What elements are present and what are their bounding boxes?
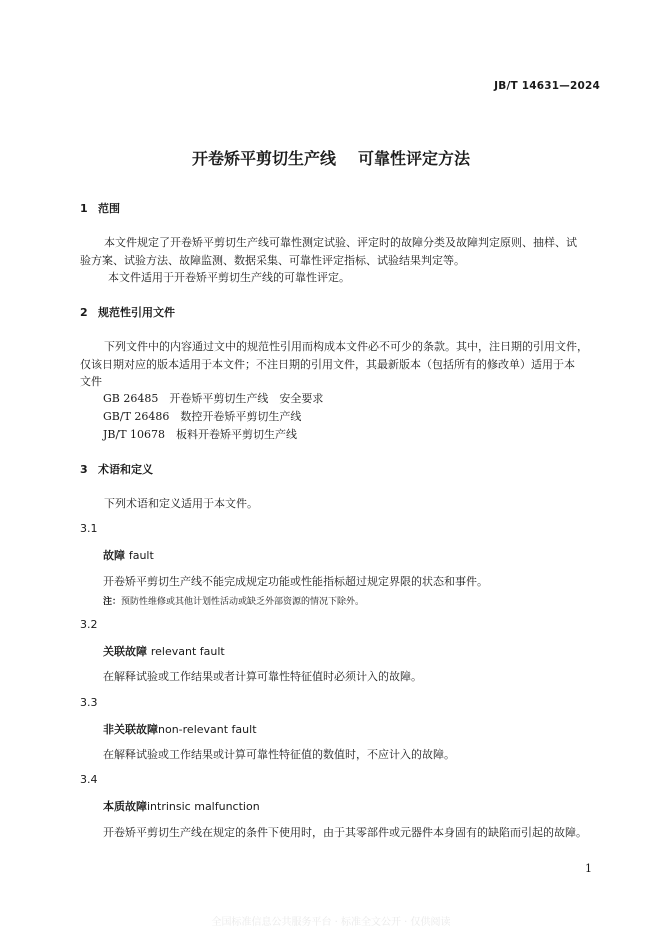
term-number: 3.4 [80, 773, 98, 786]
section-title: 术语和定义 [98, 463, 153, 476]
section-2-paragraph-line-2: 仅该日期对应的版本适用于本文件；不注日期的引用文件，其最新版本（包括所有的修改单）适用于本 [80, 358, 575, 371]
note-text: 预防性维修或其他计划性活动或缺乏外部资源的情况下除外。 [121, 597, 365, 607]
section-1-heading [80, 200, 120, 216]
term-title [103, 798, 260, 814]
term-definition: 在解释试验或工作结果或计算可靠性特征值的数值时，不应计入的故障。 [103, 748, 455, 761]
section-3-intro: 下列术语和定义适用于本文件。 [104, 497, 258, 510]
section-1-paragraph-line-1: 本文件规定了开卷矫平剪切生产线可靠性测定试验、评定时的故障分类及故障判定原则、抽样、试 [104, 236, 577, 249]
note-label: 注： [103, 597, 122, 607]
term-number: 3.2 [80, 618, 98, 631]
term-title-en: non-relevant fault [158, 723, 257, 736]
term-title-zh: 非关联故障 [103, 723, 158, 736]
section-3-heading [80, 461, 153, 477]
term-title-en: fault [128, 549, 154, 562]
term-title [103, 721, 257, 737]
section-number: 3 [80, 463, 88, 476]
term-title-en: intrinsic malfunction [147, 800, 260, 813]
term-title-zh: 关联故障 [103, 645, 147, 658]
term-title [103, 547, 154, 563]
document-title [0, 146, 662, 169]
section-1-paragraph-2: 本文件适用于开卷矫平剪切生产线的可靠性评定。 [108, 271, 350, 284]
page-number: 1 [585, 862, 592, 875]
term-number: 3.3 [80, 696, 98, 709]
section-title: 范围 [98, 202, 120, 215]
term-definition: 在解释试验或工作结果或者计算可靠性特征值时必须计入的故障。 [103, 670, 422, 683]
watermark: 全国标准信息公共服务平台 · 标准全文公开 · 仅供阅读 [211, 917, 451, 928]
term-title-zh: 本质故障 [103, 800, 147, 813]
section-number: 1 [80, 202, 88, 215]
term-definition: 开卷矫平剪切生产线不能完成规定功能或性能指标超过规定界限的状态和事件。 [103, 575, 488, 588]
term-title-en: relevant fault [150, 645, 225, 658]
reference-item: JB/T 10678 板料开卷矫平剪切生产线 [103, 428, 298, 441]
section-2-heading [80, 304, 175, 320]
term-note [103, 594, 364, 607]
standard-code: JB/T 14631—2024 [494, 80, 600, 92]
title-part-2: 可靠性评定方法 [358, 149, 471, 168]
section-2-paragraph-line-1: 下列文件中的内容通过文中的规范性引用而构成本文件必不可少的条款。其中，注日期的引用文件， [104, 340, 588, 353]
term-number: 3.1 [80, 522, 98, 535]
section-title: 规范性引用文件 [98, 306, 175, 319]
term-title-zh: 故障 [103, 549, 125, 562]
reference-item: GB 26485 开卷矫平剪切生产线 安全要求 [103, 392, 324, 405]
section-2-paragraph-line-3: 文件 [80, 375, 102, 388]
section-number: 2 [80, 306, 88, 319]
term-definition: 开卷矫平剪切生产线在规定的条件下使用时，由于其零部件或元器件本身固有的缺陷而引起的故障。 [103, 826, 587, 839]
section-1-paragraph-line-2: 验方案、试验方法、故障监测、数据采集、可靠性评定指标、试验结果判定等。 [80, 254, 465, 267]
term-title [103, 643, 225, 659]
reference-item: GB/T 26486 数控开卷矫平剪切生产线 [103, 410, 302, 423]
title-part-1: 开卷矫平剪切生产线 [191, 149, 336, 168]
